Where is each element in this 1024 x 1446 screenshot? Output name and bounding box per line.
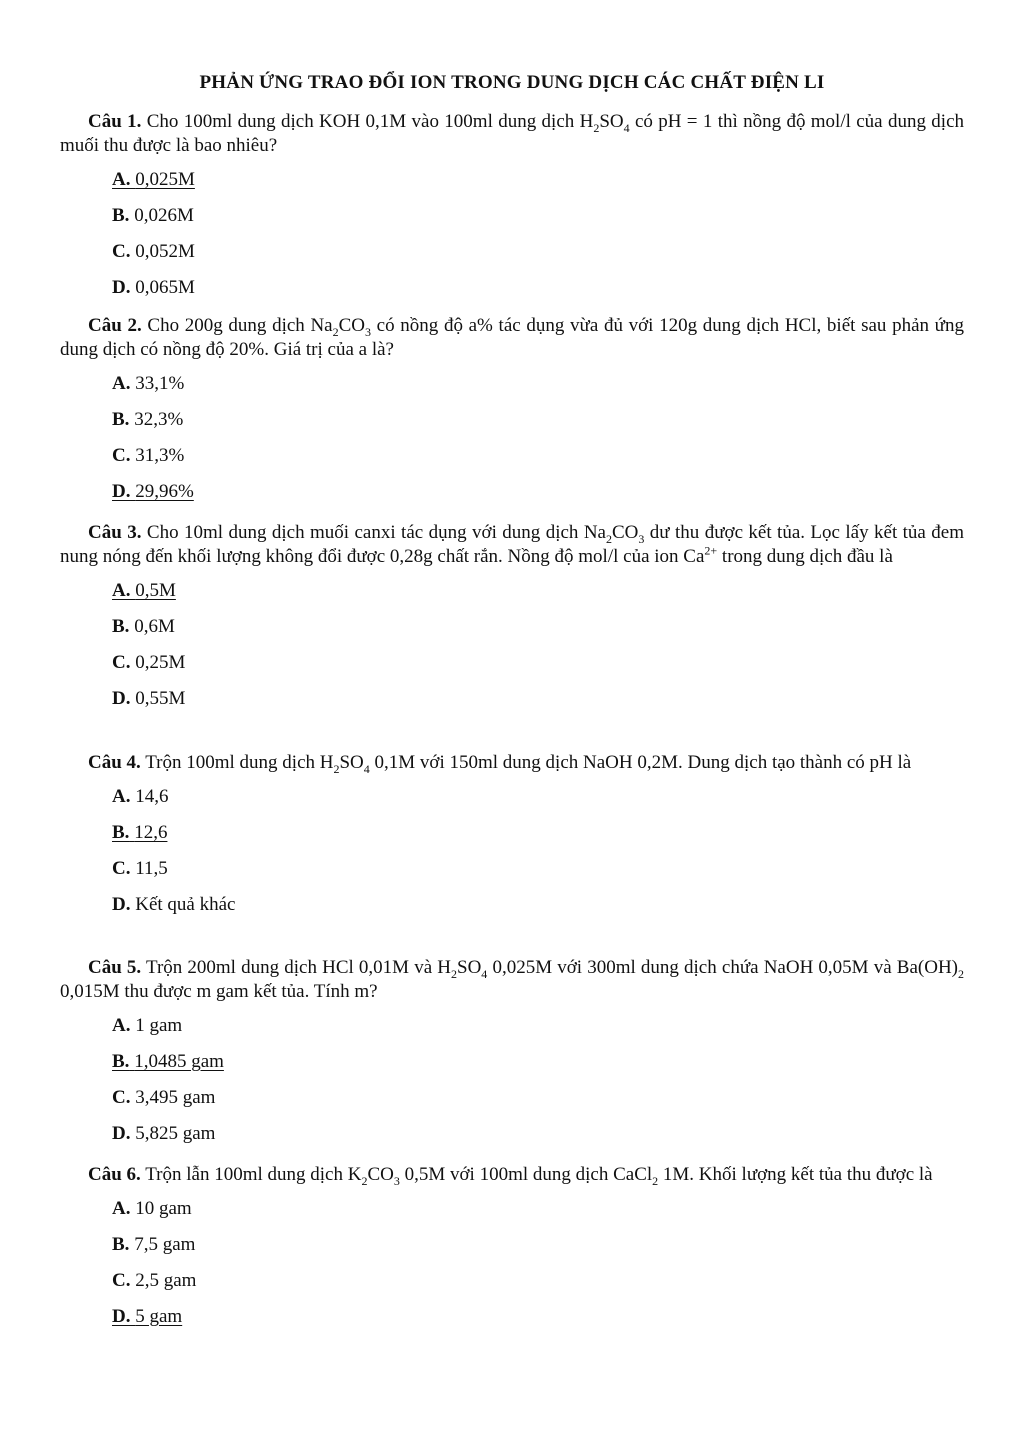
question-stem	[60, 314, 964, 362]
answer-option-c	[112, 651, 964, 687]
answer-option-c	[112, 857, 964, 893]
answer-option-c	[112, 1269, 964, 1305]
question-number: Câu 5.	[88, 957, 142, 978]
option-letter: A.	[112, 1015, 131, 1036]
question-number: Câu 4.	[88, 752, 141, 773]
option-letter: C.	[112, 1270, 131, 1291]
answer-option-b	[112, 204, 964, 240]
question-3	[60, 521, 964, 723]
answer-option-d	[112, 893, 964, 929]
page-title: PHẢN ỨNG TRAO ĐỔI ION TRONG DUNG DỊCH CÁC CHẤT ĐIỆN LI	[199, 72, 825, 93]
answer-options	[112, 785, 964, 929]
option-text: 0,25M	[135, 652, 186, 673]
option-letter: B.	[112, 409, 130, 430]
answer-option-c	[112, 444, 964, 480]
answer-option-a	[112, 785, 964, 821]
option-text: 0,052M	[135, 241, 195, 262]
option-text: 2,5 gam	[135, 1270, 197, 1291]
option-letter: B.	[112, 1051, 130, 1072]
answer-option-b	[112, 821, 964, 857]
question-text: Trộn lẫn 100ml dung dịch $K_2CO_3$ 0,5M với 100ml dung dịch CaCl$_2$ 1M. Khối lượng kết tủa thu được là	[145, 1164, 933, 1188]
option-letter: A.	[112, 169, 131, 190]
option-text: 32,3%	[134, 409, 184, 430]
question-stem	[60, 751, 964, 775]
option-letter: B.	[112, 616, 130, 637]
option-text: 0,55M	[135, 688, 186, 709]
option-letter: B.	[112, 1234, 130, 1255]
option-text: 14,6	[135, 786, 169, 807]
option-letter: C.	[112, 241, 131, 262]
answer-option-c	[112, 1086, 964, 1122]
option-text: 0,065M	[135, 277, 195, 298]
option-text: Kết quả khác	[135, 894, 236, 915]
option-letter: B.	[112, 205, 130, 226]
answer-option-a	[112, 579, 964, 615]
question-6	[60, 1163, 964, 1341]
option-letter: B.	[112, 822, 130, 843]
answer-options	[112, 1197, 964, 1341]
option-letter: C.	[112, 445, 131, 466]
question-text: Cho 100ml dung dịch KOH 0,1M vào 100ml dung dịch $H_2SO_4$ có pH = 1 thì nồng độ mol/l của dung dịch muối thu được là bao nhiêu?	[60, 111, 964, 156]
answer-option-d	[112, 276, 964, 312]
option-text: 0,025M	[135, 169, 195, 190]
option-letter: D.	[112, 277, 131, 298]
answer-option-d	[112, 1305, 964, 1341]
option-text: 29,96%	[135, 481, 194, 502]
answer-option-a	[112, 1197, 964, 1233]
option-text: 33,1%	[135, 373, 185, 394]
question-text: Trộn 100ml dung dịch $H_2SO_4$ 0,1M với 150ml dung dịch NaOH 0,2M. Dung dịch tạo thành có pH là	[145, 752, 912, 776]
option-letter: D.	[112, 1123, 131, 1144]
answer-option-b	[112, 408, 964, 444]
question-4	[60, 751, 964, 929]
question-stem	[60, 1163, 964, 1187]
option-text: 0,026M	[134, 205, 194, 226]
question-stem	[60, 956, 964, 1004]
option-letter: D.	[112, 1306, 131, 1327]
option-text: 0,6M	[134, 616, 175, 637]
question-1	[60, 110, 964, 312]
option-text: 3,495 gam	[135, 1087, 216, 1108]
answer-option-c	[112, 240, 964, 276]
answer-options	[112, 579, 964, 723]
answer-option-b	[112, 1050, 964, 1086]
question-number: Câu 2.	[88, 315, 142, 336]
question-number: Câu 6.	[88, 1164, 141, 1185]
option-text: 11,5	[135, 858, 168, 879]
option-letter: A.	[112, 580, 131, 601]
answer-options	[112, 372, 964, 516]
question-5	[60, 956, 964, 1158]
answer-options	[112, 168, 964, 312]
answer-option-b	[112, 615, 964, 651]
question-text: Cho 10ml dung dịch muối canxi tác dụng với dung dịch $Na_2CO_3$ dư thu được kết tủa. Lọc lấy kết tủa đem nung nóng đến khối lượng không đổi được 0,28g chất rắn. Nồng độ mol/l của ion $Ca^{2+}$ trong dung dịch đầu là	[60, 522, 964, 567]
option-text: 5 gam	[135, 1306, 183, 1327]
option-text: 1,0485 gam	[134, 1051, 224, 1072]
answer-option-d	[112, 1122, 964, 1158]
answer-option-a	[112, 168, 964, 204]
question-text: Cho 200g dung dịch $Na_2CO_3$ có nồng độ a% tác dụng vừa đủ với 120g dung dịch HCl, biết sau phản ứng dung dịch có nồng độ 20%. Giá trị của a là?	[60, 315, 964, 360]
option-letter: D.	[112, 688, 131, 709]
option-letter: D.	[112, 481, 131, 502]
option-text: 5,825 gam	[135, 1123, 216, 1144]
answer-option-a	[112, 1014, 964, 1050]
question-stem	[60, 110, 964, 158]
option-text: 31,3%	[135, 445, 185, 466]
option-letter: A.	[112, 1198, 131, 1219]
question-text: Trộn 200ml dung dịch HCl 0,01M và $H_2SO_4$ 0,025M với 300ml dung dịch chứa NaOH 0,05M và $Ba(OH)_2$ 0,015M thu được m gam kết tủa. Tính m?	[60, 957, 964, 1002]
option-text: 1 gam	[135, 1015, 183, 1036]
option-letter: A.	[112, 373, 131, 394]
question-number: Câu 1.	[88, 111, 142, 132]
option-text: 7,5 gam	[134, 1234, 196, 1255]
option-text: 12,6	[134, 822, 168, 843]
option-letter: D.	[112, 894, 131, 915]
answer-options	[112, 1014, 964, 1158]
answer-option-d	[112, 480, 964, 516]
answer-option-a	[112, 372, 964, 408]
question-2	[60, 314, 964, 516]
answer-option-b	[112, 1233, 964, 1269]
option-text: 0,5M	[135, 580, 176, 601]
option-text: 10 gam	[135, 1198, 192, 1219]
option-letter: C.	[112, 1087, 131, 1108]
option-letter: A.	[112, 786, 131, 807]
question-number: Câu 3.	[88, 522, 142, 543]
question-stem	[60, 521, 964, 569]
option-letter: C.	[112, 858, 131, 879]
option-letter: C.	[112, 652, 131, 673]
answer-option-d	[112, 687, 964, 723]
